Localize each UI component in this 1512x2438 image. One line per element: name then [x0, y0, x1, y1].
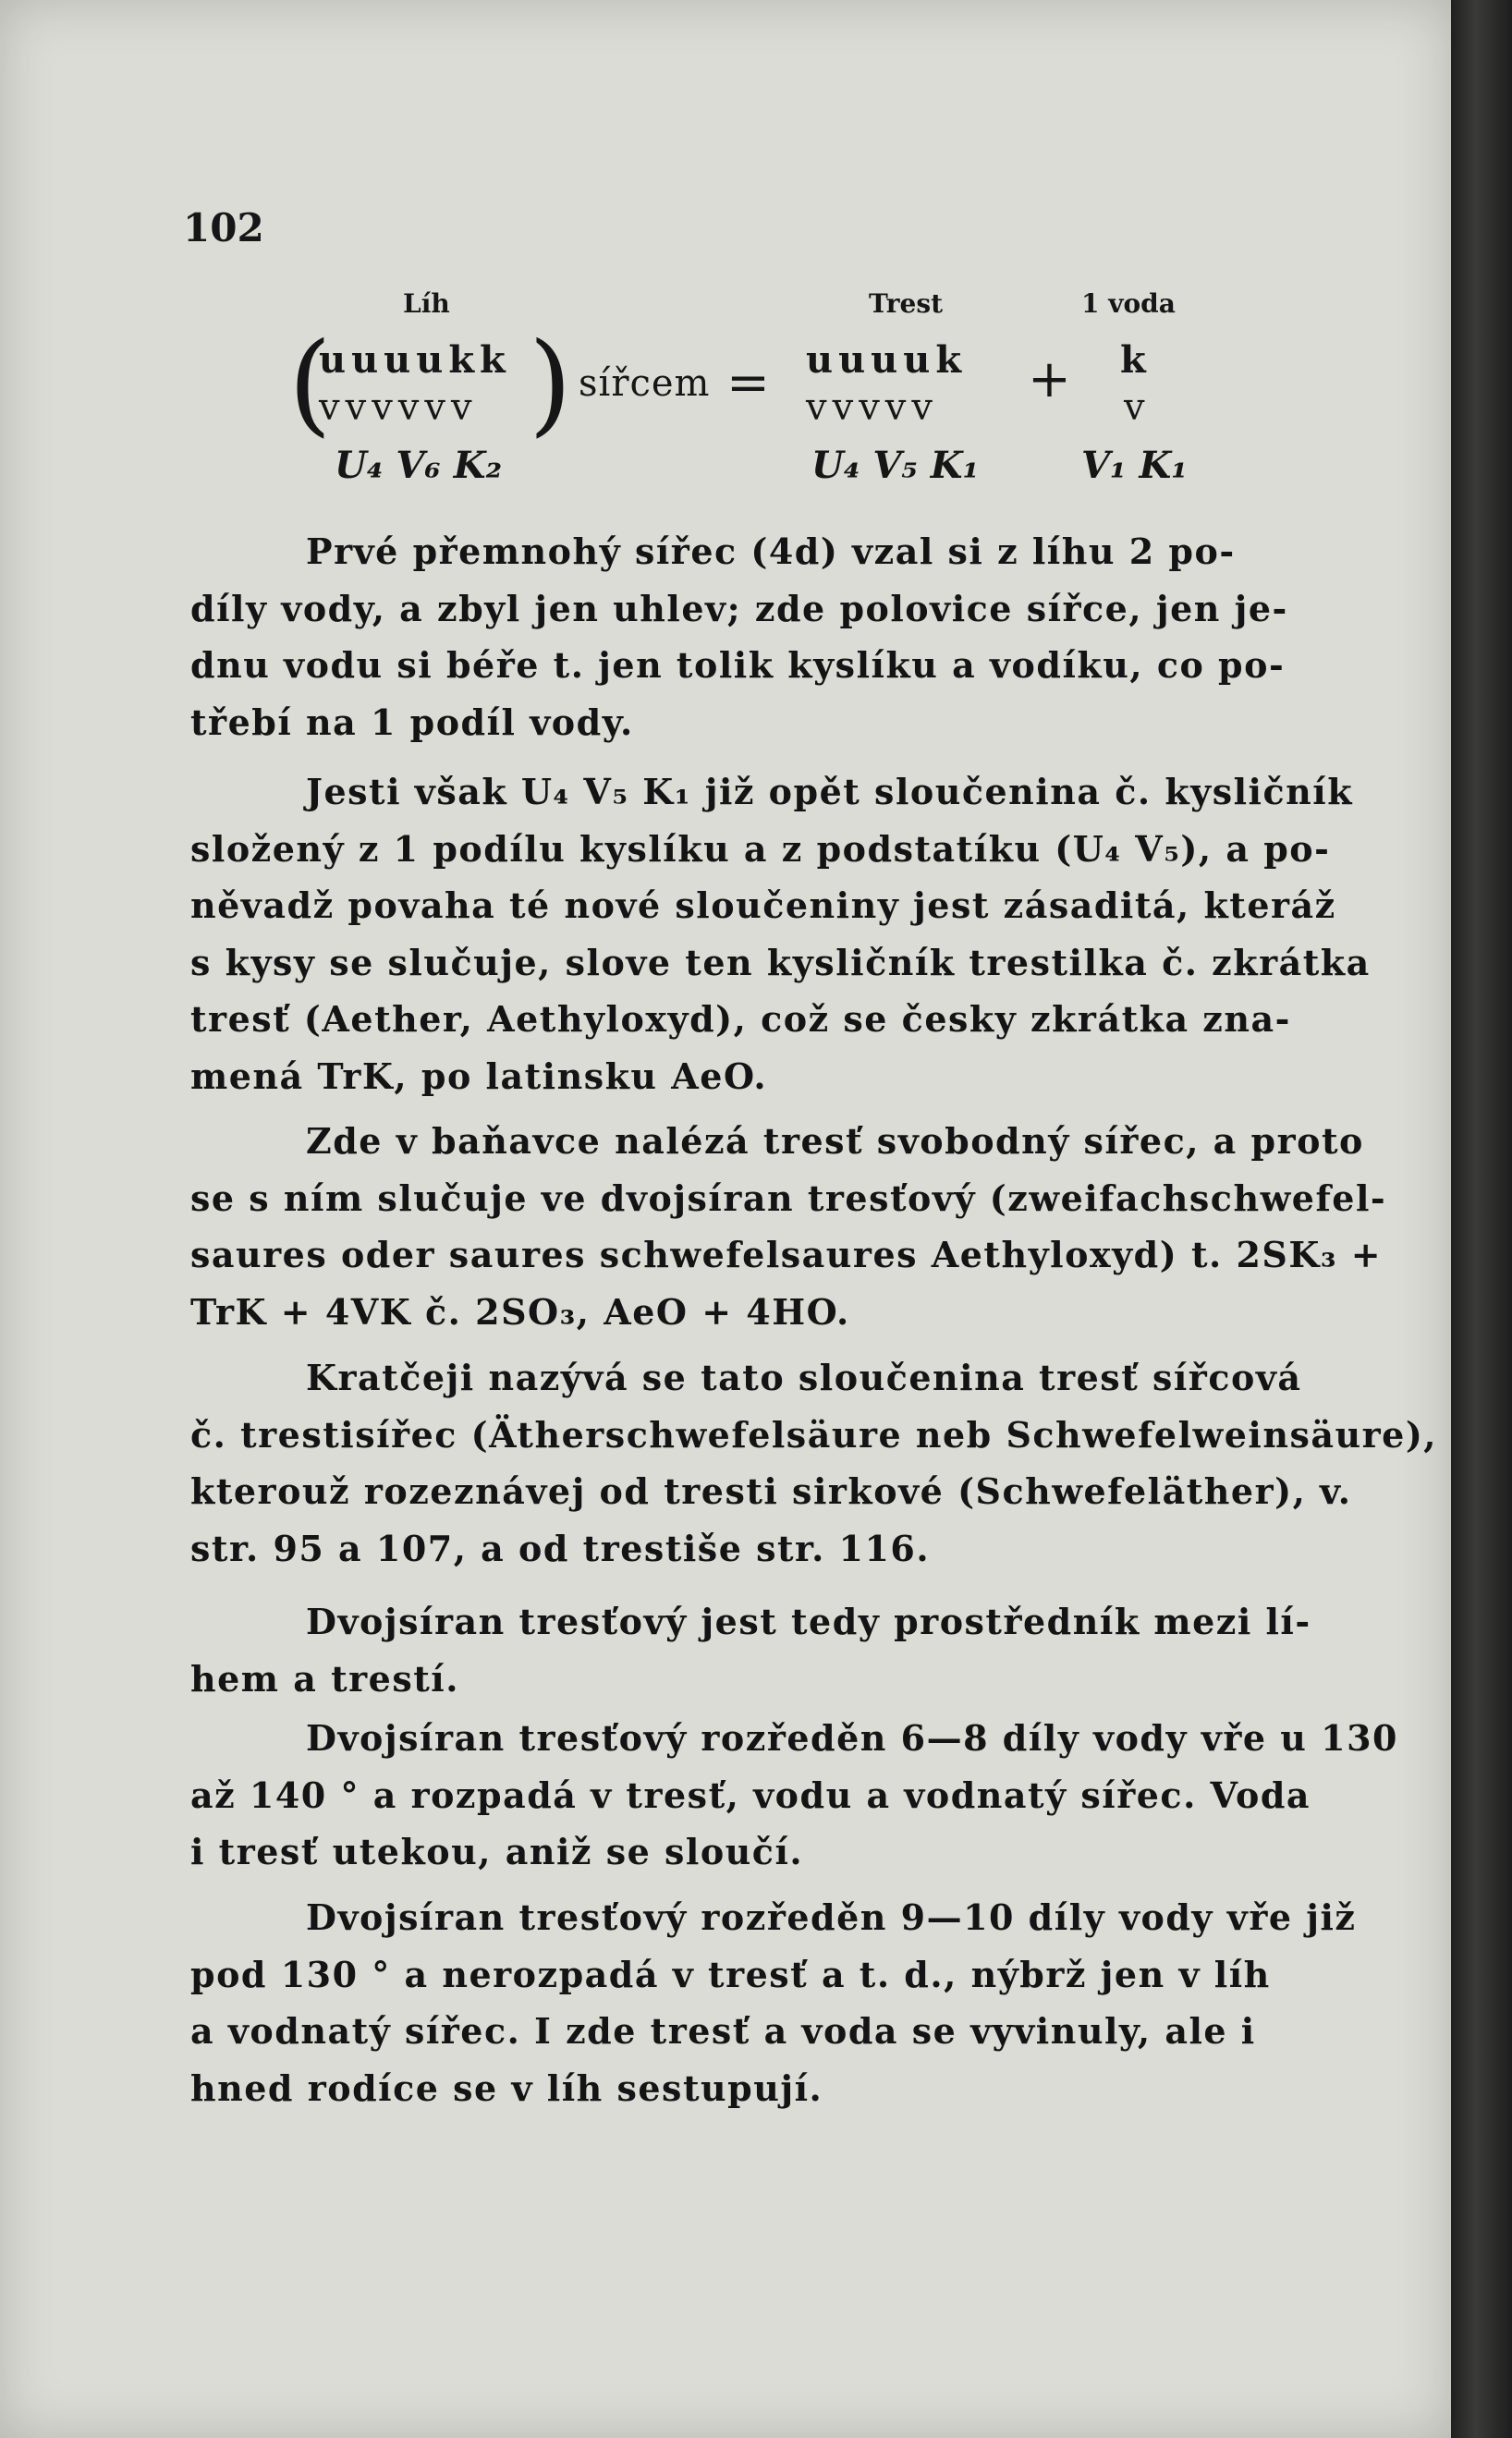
right-brace: ) [529, 320, 572, 448]
text-line: i tresť utekou, aniž se sloučí. [190, 1831, 804, 1872]
text-line: mená TrK, po latinsku AeO. [190, 1054, 768, 1097]
paragraph-2 [190, 763, 1371, 1104]
paragraph-7 [190, 1889, 1357, 2116]
text-line: Jesti však U₄ V₅ K₁ již opět sloučenina č. kysličník [306, 771, 1354, 812]
text-line: Prvé přemnohý sířec (4d) vzal si z líhu 2 po- [306, 530, 1236, 572]
formula-right-top: k [1120, 338, 1152, 382]
text-line: něvadž povaha té nové sloučeniny jest zásaditá, kteráž [190, 884, 1336, 926]
formula-symbol-mid: U₄ V₅ K₁ [811, 444, 980, 487]
paragraph-4 [190, 1349, 1438, 1577]
text-line: Dvojsíran tresťový jest tedy prostředník mezi lí- [306, 1601, 1311, 1642]
paragraph-6 [190, 1710, 1398, 1881]
text-line: saures oder saures schwefelsaures Aethyloxyd) t. 2SK₃ + [190, 1234, 1383, 1275]
formula-symbol-left: U₄ V₆ K₂ [335, 444, 503, 487]
formula-plus: + [1028, 349, 1071, 409]
text-line: třebí na 1 podíl vody. [190, 701, 634, 743]
text-line: a vodnatý sířec. I zde tresť a voda se vyvinuly, ale i [190, 2010, 1256, 2052]
text-line: s kysy se slučuje, slove ten kysličník trestilka č. zkrátka [190, 941, 1371, 983]
formula-mid-top: uuuuk [806, 338, 968, 382]
text-line: kterouž rozeznávej od tresti sirkové (Schwefeläther), v. [190, 1470, 1352, 1512]
formula-middle-text: sířcem [579, 362, 711, 405]
paragraph-5 [190, 1593, 1336, 1707]
text-line: č. trestisířec (Ätherschwefelsäure neb Schwefelweinsäure), [190, 1413, 1438, 1456]
text-line: pod 130 ° a nerozpadá v tresť a t. d., nýbrž jen v líh [190, 1953, 1271, 1995]
text-line: až 140 ° a rozpadá v tresť, vodu a vodnatý sířec. Voda [190, 1774, 1311, 1816]
formula-equals: = [726, 353, 770, 413]
text-line: dnu vodu si béře t. jen tolik kyslíku a vodíku, co po- [190, 644, 1286, 686]
formula-left-top: uuuukk [319, 338, 511, 382]
page-number: 102 [183, 205, 264, 250]
text-line: Dvojsíran tresťový rozředěn 6—8 díly vody vře u 130 [306, 1717, 1398, 1759]
text-line: hned rodíce se v líh sestupují. [190, 2066, 823, 2109]
formula-label-lih: Líh [403, 288, 450, 319]
formula-mid-bottom: vvvvv [806, 386, 938, 429]
text-line: Kratčeji nazývá se tato sloučenina tresť sířcová [306, 1357, 1302, 1398]
formula-right-bottom: v [1124, 386, 1151, 429]
text-line: hem a trestí. [190, 1657, 459, 1700]
formula-left-bottom: vvvvvv [319, 386, 478, 429]
text-line: Zde v baňavce nalézá tresť svobodný sířec, a proto [306, 1120, 1364, 1162]
formula-label-trest: Trest [869, 288, 944, 319]
text-line: tresť (Aether, Aethyloxyd), což se česky zkrátka zna- [190, 998, 1291, 1040]
text-line: složený z 1 podílu kyslíku a z podstatíku (U₄ V₅), a po- [190, 827, 1331, 870]
formula-symbol-right: V₁ K₁ [1081, 444, 1188, 487]
paragraph-3 [190, 1113, 1387, 1340]
formula-label-voda: 1 voda [1081, 288, 1176, 319]
text-line: se s ním slučuje ve dvojsíran tresťový (zweifachschwefel- [190, 1176, 1387, 1219]
text-line: díly vody, a zbyl jen uhlev; zde polovice sířce, jen je- [190, 587, 1288, 629]
page-edge-shadow [1451, 0, 1512, 2438]
paragraph-1 [190, 523, 1336, 750]
text-line: str. 95 a 107, a od trestiše str. 116. [190, 1527, 931, 1569]
text-line: Dvojsíran tresťový rozředěn 9—10 díly vody vře již [306, 1896, 1357, 1938]
text-line: TrK + 4VK č. 2SO₃, AeO + 4HO. [190, 1290, 850, 1333]
left-brace: ( [288, 320, 332, 448]
